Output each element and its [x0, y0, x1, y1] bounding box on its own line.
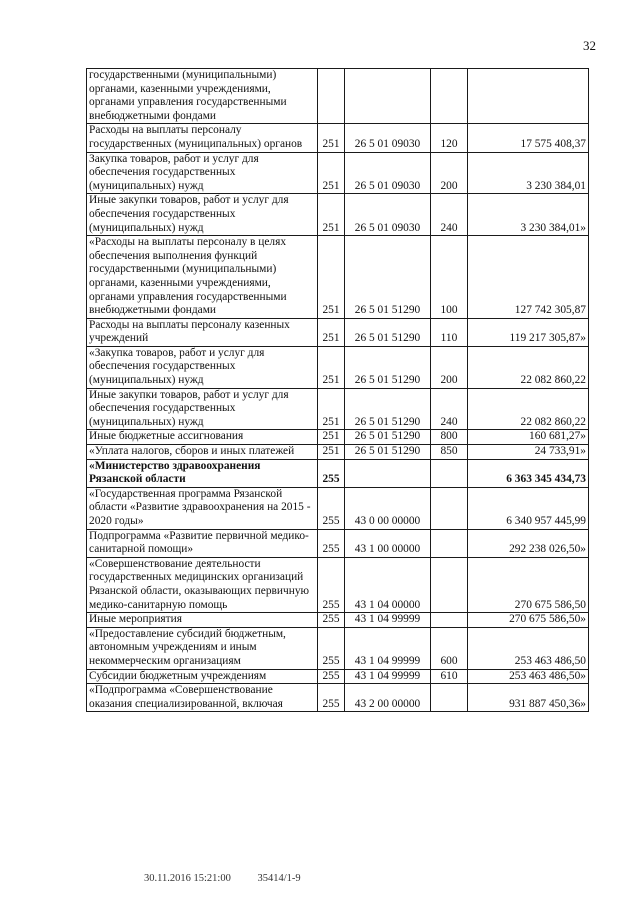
cell-vr: 610 — [431, 669, 468, 684]
cell-csr: 43 1 04 99999 — [345, 669, 431, 684]
cell-name: Субсидии бюджетным учреждениям — [87, 669, 318, 684]
cell-code: 251 — [318, 430, 345, 445]
cell-csr: 26 5 01 51290 — [345, 430, 431, 445]
cell-vr: 240 — [431, 388, 468, 430]
cell-csr — [345, 69, 431, 124]
cell-vr — [431, 613, 468, 628]
cell-name: Иные мероприятия — [87, 613, 318, 628]
cell-vr: 200 — [431, 346, 468, 388]
budget-table-body — [87, 69, 589, 712]
cell-code: 251 — [318, 318, 345, 346]
cell-sum — [468, 69, 589, 124]
cell-code — [318, 69, 345, 124]
cell-code: 251 — [318, 124, 345, 152]
cell-code: 251 — [318, 194, 345, 236]
cell-sum: 292 238 026,50» — [468, 529, 589, 557]
cell-code: 255 — [318, 627, 345, 669]
cell-sum: 119 217 305,87» — [468, 318, 589, 346]
cell-code: 251 — [318, 236, 345, 319]
cell-sum: 270 675 586,50 — [468, 557, 589, 612]
table-row — [87, 388, 589, 430]
cell-name: «Совершенствование деятельности государственных медицинских организаций Рязанской области, оказывающих первичную медико-санитарную помощь — [87, 557, 318, 612]
budget-table — [86, 68, 589, 712]
cell-vr — [431, 529, 468, 557]
cell-csr: 26 5 01 51290 — [345, 318, 431, 346]
cell-vr: 120 — [431, 124, 468, 152]
cell-csr: 26 5 01 51290 — [345, 236, 431, 319]
footer — [144, 873, 325, 884]
cell-csr: 26 5 01 51290 — [345, 445, 431, 460]
cell-name: Иные закупки товаров, работ и услуг для обеспечения государственных (муниципальных) нужд — [87, 194, 318, 236]
cell-vr — [431, 557, 468, 612]
cell-vr — [431, 459, 468, 487]
cell-name: Закупка товаров, работ и услуг для обеспечения государственных (муниципальных) нужд — [87, 152, 318, 194]
table-row — [87, 613, 589, 628]
cell-name: Расходы на выплаты персоналу государственных (муниципальных) органов — [87, 124, 318, 152]
cell-code: 251 — [318, 445, 345, 460]
cell-code: 255 — [318, 487, 345, 529]
cell-name: государственными (муниципальными) органами, казенными учреждениями, органами управления государственными внебюджетными фондами — [87, 69, 318, 124]
cell-sum: 3 230 384,01» — [468, 194, 589, 236]
table-row — [87, 557, 589, 612]
table-row — [87, 430, 589, 445]
cell-sum: 24 733,91» — [468, 445, 589, 460]
cell-csr: 26 5 01 09030 — [345, 194, 431, 236]
cell-vr: 240 — [431, 194, 468, 236]
cell-vr: 200 — [431, 152, 468, 194]
cell-sum: 6 363 345 434,73 — [468, 459, 589, 487]
page-number: 32 — [583, 38, 596, 53]
cell-code: 255 — [318, 529, 345, 557]
cell-vr: 850 — [431, 445, 468, 460]
cell-vr: 100 — [431, 236, 468, 319]
table-row — [87, 236, 589, 319]
cell-csr: 26 5 01 09030 — [345, 152, 431, 194]
cell-sum: 22 082 860,22 — [468, 346, 589, 388]
cell-name: «Уплата налогов, сборов и иных платежей — [87, 445, 318, 460]
cell-sum: 17 575 408,37 — [468, 124, 589, 152]
table-row — [87, 684, 589, 712]
cell-csr: 43 0 00 00000 — [345, 487, 431, 529]
table-row — [87, 445, 589, 460]
cell-name: Подпрограмма «Развитие первичной медико-санитарной помощи» — [87, 529, 318, 557]
footer-doc-id: 35414/1-9 — [257, 873, 301, 884]
cell-csr: 43 2 00 00000 — [345, 684, 431, 712]
cell-sum: 253 463 486,50» — [468, 669, 589, 684]
cell-sum: 270 675 586,50» — [468, 613, 589, 628]
table-row — [87, 627, 589, 669]
cell-csr: 26 5 01 51290 — [345, 388, 431, 430]
cell-sum: 127 742 305,87 — [468, 236, 589, 319]
cell-name: «Министерство здравоохранения Рязанской области — [87, 459, 318, 487]
cell-name: «Расходы на выплаты персоналу в целях обеспечения выполнения функций государственными (муниципальными) органами, казенными учреждениями, органами управления государственными внебюджетными фондами — [87, 236, 318, 319]
cell-sum: 931 887 450,36» — [468, 684, 589, 712]
cell-sum: 22 082 860,22 — [468, 388, 589, 430]
cell-name: «Государственная программа Рязанской области «Развитие здравоохранения на 2015 - 2020 годы» — [87, 487, 318, 529]
cell-vr — [431, 487, 468, 529]
cell-code: 255 — [318, 669, 345, 684]
table-row — [87, 487, 589, 529]
table-row — [87, 69, 589, 124]
table-row — [87, 318, 589, 346]
cell-sum: 6 340 957 445,99 — [468, 487, 589, 529]
cell-sum: 160 681,27» — [468, 430, 589, 445]
cell-code: 255 — [318, 459, 345, 487]
cell-vr — [431, 684, 468, 712]
cell-vr: 800 — [431, 430, 468, 445]
cell-name: «Закупка товаров, работ и услуг для обеспечения государственных (муниципальных) нужд — [87, 346, 318, 388]
cell-csr: 43 1 04 99999 — [345, 613, 431, 628]
table-row — [87, 346, 589, 388]
cell-vr: 110 — [431, 318, 468, 346]
cell-code: 251 — [318, 346, 345, 388]
cell-name: «Предоставление субсидий бюджетным, автономным учреждениям и иным некоммерческим организациям — [87, 627, 318, 669]
table-row — [87, 529, 589, 557]
cell-name: Расходы на выплаты персоналу казенных учреждений — [87, 318, 318, 346]
cell-code: 255 — [318, 557, 345, 612]
table-row — [87, 152, 589, 194]
cell-csr: 26 5 01 51290 — [345, 346, 431, 388]
table-row — [87, 459, 589, 487]
cell-sum: 253 463 486,50 — [468, 627, 589, 669]
cell-code: 255 — [318, 684, 345, 712]
cell-csr: 43 1 04 99999 — [345, 627, 431, 669]
cell-vr: 600 — [431, 627, 468, 669]
cell-csr — [345, 459, 431, 487]
table-row — [87, 124, 589, 152]
table-row — [87, 194, 589, 236]
table-row — [87, 669, 589, 684]
cell-sum: 3 230 384,01 — [468, 152, 589, 194]
cell-csr: 43 1 00 00000 — [345, 529, 431, 557]
cell-code: 255 — [318, 613, 345, 628]
cell-vr — [431, 69, 468, 124]
cell-name: Иные бюджетные ассигнования — [87, 430, 318, 445]
footer-timestamp: 30.11.2016 15:21:00 — [144, 873, 231, 884]
cell-code: 251 — [318, 388, 345, 430]
cell-csr: 43 1 04 00000 — [345, 557, 431, 612]
cell-name: «Подпрограмма «Совершенствование оказания специализированной, включая — [87, 684, 318, 712]
cell-code: 251 — [318, 152, 345, 194]
cell-name: Иные закупки товаров, работ и услуг для обеспечения государственных (муниципальных) нужд — [87, 388, 318, 430]
cell-csr: 26 5 01 09030 — [345, 124, 431, 152]
